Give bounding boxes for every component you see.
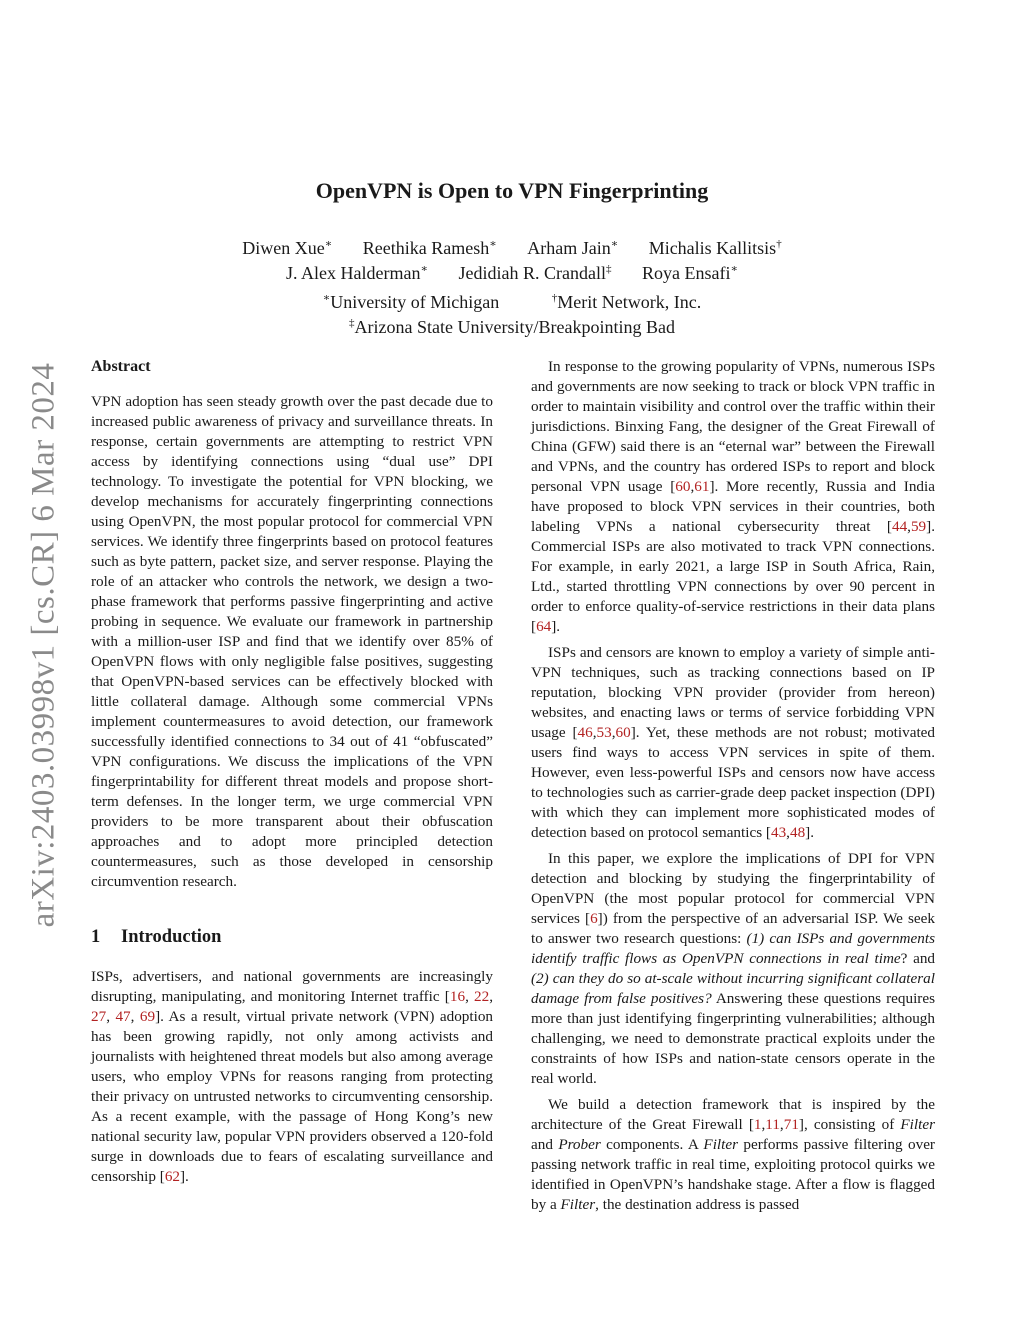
paper-title: OpenVPN is Open to VPN Fingerprinting <box>315 178 709 203</box>
abstract-text: VPN adoption has seen steady growth over the past decade due to increased public awareness of privacy and surveillance threats. In response, certain governments are attempting to restrict VPN access by identifying connections using “dual use” DPI technology. To investigate the potential for VPN blocking, we develop mechanisms for accurately fingerprinting connections using OpenVPN, the most popular protocol for commercial VPN services. We identify three fingerprints based on protocol features such as byte pattern, packet size, and server response. Playing the role of an attacker who controls the network, we design a two-phase framework that performs passive fingerprinting and active probing in sequence. We evaluate our framework in partnership with a million-user ISP and find that we identify over 85% of OpenVPN flows with only negligible false positives, suggesting that OpenVPN-based services can be effectively blocked with little collateral damage. Although some commercial VPNs implement countermeasures to avoid detection, our framework successfully identified connections to 34 out of 41 “obfuscated” VPN configurations. We discuss the implications of the VPN fingerprintability for different threat models and propose short-term defenses. In the longer term, we urge commercial VPN providers to be more transparent about their obfuscation approaches and to adopt more principled detection countermeasures, such as those developed in censorship circumvention research. <box>91 393 493 890</box>
citation-link[interactable]: 6 <box>590 910 598 927</box>
arxiv-identifier: arXiv:2403.03998v1 [cs.CR] 6 Mar 2024 <box>25 362 62 928</box>
right-column <box>531 357 935 1221</box>
section-title: Introduction <box>121 927 222 947</box>
citation-link[interactable]: 60 <box>615 724 631 741</box>
section-number: 1 <box>91 927 101 947</box>
affiliation-row-1 <box>0 290 1024 315</box>
abstract-heading: Abstract <box>91 358 151 375</box>
citation-link[interactable]: 16 <box>449 988 466 1005</box>
body-paragraph: We build a detection framework that is inspired by the architecture of the Great Firewall [1,11,71], consisting of Filter and Prober components. A Filter performs passive filtering over passing network traffic in real time, exploiting protocol quirks we identified in OpenVPN’s handshake stage. After a flow is flagged by a Filter, the destination address is passed <box>531 1096 935 1213</box>
affiliation: ∗University of Michigan <box>322 292 500 312</box>
affiliation-row-2 <box>0 315 1024 340</box>
citation-link[interactable]: 61 <box>694 478 710 495</box>
citation-link[interactable]: 71 <box>783 1116 799 1133</box>
citation-link[interactable]: 53 <box>596 724 612 741</box>
author: Diwen Xue∗ <box>242 238 333 258</box>
citation-link[interactable]: 69 <box>139 1008 156 1025</box>
affiliation: †Merit Network, Inc. <box>551 292 702 312</box>
author-row-1 <box>0 236 1024 261</box>
author: Arham Jain∗ <box>527 238 619 258</box>
research-question-2: (2) can they do so at-scale without incurring significant collateral damage from false positives? <box>531 970 935 1007</box>
affiliation-list <box>0 290 1024 340</box>
citation-link[interactable]: 64 <box>536 618 552 635</box>
left-column <box>91 357 493 1187</box>
author: Michalis Kallitsis† <box>648 238 782 258</box>
body-paragraph: In this paper, we explore the implications of DPI for VPN detection and blocking by studying the fingerprintability of OpenVPN (the most popular protocol for commercial VPN services [6]) from the perspective of an adversarial ISP. We seek to answer two research questions: (1) can ISPs and governments identify traffic flows as OpenVPN connections in real time? and (2) can they do so at-scale without incurring significant collateral damage from false positives? Answering these questions requires more than just identifying fingerprinting vulnerabilities; although challenging, we need to demonstrate practical exploits under the constraints of how ISPs and nation-state censors operate in the real world. <box>531 850 936 1087</box>
citation-link[interactable]: 62 <box>164 1168 180 1185</box>
intro-paragraph: ISPs, advertisers, and national governments are increasingly disrupting, manipulating, and monitoring Internet traffic [16, 22, 27, 47, 69]. As a result, virtual private network (VPN) adoption has been growing rapidly, not only among activists and journalists with heightened threat models but also among average users, who employ VPNs for reasons ranging from protecting their privacy on untrusted networks to circumventing censorship. As a recent example, with the passage of Hong Kong’s new national security law, popular VPN providers observed a 120-fold surge in downloads due to fears of escalating surveillance and censorship [62]. <box>91 968 494 1185</box>
author: Roya Ensafi∗ <box>641 263 738 283</box>
citation-link[interactable]: 11 <box>765 1116 780 1133</box>
citation-link[interactable]: 22 <box>474 988 490 1005</box>
body-paragraph: ISPs and censors are known to employ a variety of simple anti-VPN techniques, such as tracking connections based on IP reputation, blocking VPN provider (provider from hereon) websites, and enacting laws or terms of service forbidding VPN usage [46,53,60]. Yet, these methods are not robust; motivated users find ways to access VPN services in spite of them. However, even less-powerful ISPs and censors now have access to technologies such as carrier-grade deep packet inspection (DPI) with which they can implement more sophisticated modes of detection based on protocol semantics [43,48]. <box>531 644 936 841</box>
citation-link[interactable]: 46 <box>577 724 593 741</box>
research-question-1: (1) can ISPs and governments identify traffic flows as OpenVPN connections in real time <box>531 930 935 967</box>
body-paragraph: In response to the growing popularity of VPNs, numerous ISPs and governments are now seeking to track or block VPN traffic in order to maintain visibility and control over the traffic within their jurisdictions. Binxing Fang, the designer of the Great Firewall of China (GFW) said there is an “eternal war” between the Firewall and VPNs, and the country has ordered ISPs to report and block personal VPN usage [60,61]. More recently, Russia and India have proposed to block VPN services in their countries, both labeling VPNs a national cybersecurity threat [44,59]. Commercial ISPs are also motivated to track VPN connections. For example, in early 2021, a large ISP in South Africa, Rain, Ltd., started throttling VPN connections by over 90 percent in order to enforce quality-of-service restrictions in their data plans [64]. <box>531 358 935 635</box>
citation-link[interactable]: 27 <box>91 1008 107 1025</box>
affiliation: ‡Arizona State University/Breakpointing Bad <box>349 317 675 337</box>
author-row-2 <box>0 261 1024 286</box>
author: Jedidiah R. Crandall‡ <box>458 263 612 283</box>
author: Reethika Ramesh∗ <box>362 238 497 258</box>
citation-link[interactable]: 1 <box>753 1116 762 1133</box>
citation-link[interactable]: 60 <box>675 478 691 495</box>
citation-link[interactable]: 59 <box>910 518 927 535</box>
citation-link[interactable]: 48 <box>789 824 806 841</box>
author: J. Alex Halderman∗ <box>286 263 428 283</box>
citation-link[interactable]: 44 <box>891 518 908 535</box>
citation-link[interactable]: 47 <box>115 1008 131 1025</box>
author-list <box>0 236 1024 286</box>
section-heading-introduction <box>91 925 493 949</box>
citation-link[interactable]: 43 <box>770 824 787 841</box>
